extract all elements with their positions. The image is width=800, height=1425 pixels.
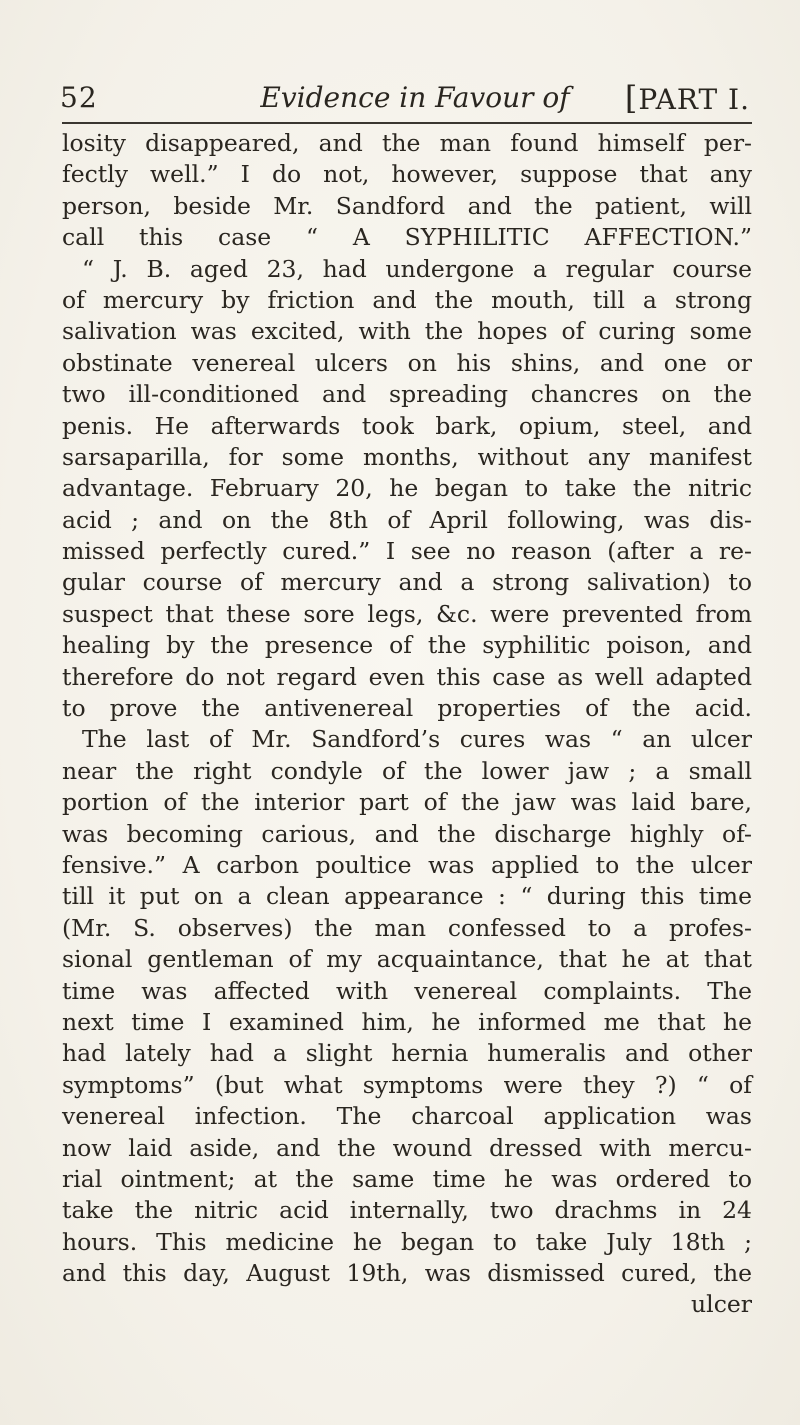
text-line: acid ; and on the 8th of April following, was dis- [62, 505, 752, 534]
running-title: Evidence in Favour of [260, 81, 570, 114]
text-line: had lately had a slight hernia humeralis and other [62, 1039, 752, 1068]
text-line: ulcer [691, 1290, 752, 1319]
text-line: advantage. February 20, he began to take the nitric [62, 474, 752, 503]
page-number: 52 [60, 81, 98, 114]
text-line: next time I examined him, he informed me that he [62, 1007, 752, 1036]
text-line: now laid aside, and the wound dressed with mercu- [62, 1133, 752, 1162]
text-line: suspect that these sore legs, &c. were prevented from [62, 599, 752, 628]
text-line: gular course of mercury and a strong salivation) to [62, 568, 752, 597]
header-rule [62, 122, 752, 124]
text-line: sional gentleman of my acquaintance, that he at that [62, 945, 752, 974]
text-line: till it put on a clean appearance : “ during this time [62, 882, 752, 911]
text-line: near the right condyle of the lower jaw ; a small [62, 756, 752, 785]
text-line: to prove the antivenereal properties of the acid. [62, 694, 752, 723]
page-header [60, 78, 750, 118]
text-line: and this day, August 19th, was dismissed cured, the [62, 1259, 752, 1288]
text-line: therefore do not regard even this case as well adapted [62, 662, 752, 691]
text-line: rial ointment; at the same time he was ordered to [62, 1164, 752, 1193]
text-line: sarsaparilla, for some months, without any manifest [62, 442, 752, 471]
text-line: was becoming carious, and the discharge highly of- [62, 819, 752, 848]
text-line: call this case “ A SYPHILITIC AFFECTION.” [62, 223, 752, 252]
text-line: of mercury by friction and the mouth, till a strong [62, 285, 752, 314]
text-line: healing by the presence of the syphilitic poison, and [62, 631, 752, 660]
text-line: two ill-conditioned and spreading chancres on the [62, 380, 752, 409]
part-bracket: [ [624, 79, 639, 117]
part-label [625, 78, 750, 120]
text-line: fensive.” A carbon poultice was applied to the ulcer [62, 850, 752, 879]
text-line: (Mr. S. observes) the man confessed to a profes- [62, 913, 752, 942]
text-line: venereal infection. The charcoal application was [62, 1102, 752, 1131]
text-line: obstinate venereal ulcers on his shins, and one or [62, 348, 752, 377]
text-line: penis. He afterwards took bark, opium, steel, and [62, 411, 752, 440]
text-line: hours. This medicine he began to take July 18th ; [62, 1227, 752, 1256]
text-line: take the nitric acid internally, two drachms in 24 [62, 1196, 752, 1225]
text-line: fectly well.” I do not, however, suppose that any [62, 160, 752, 189]
body-text [62, 128, 752, 1321]
text-line: symptoms” (but what symptoms were they ?) “ of [62, 1070, 752, 1099]
text-line: salivation was excited, with the hopes of curing some [62, 317, 752, 346]
text-line: losity disappeared, and the man found himself per- [62, 129, 752, 157]
text-line: person, beside Mr. Sandford and the patient, will [62, 191, 752, 220]
text-line: missed perfectly cured.” I see no reason (after a re- [62, 537, 752, 566]
part-label-text: PART I. [638, 83, 750, 116]
text-line: “ J. B. aged 23, had undergone a regular course [82, 254, 752, 283]
text-line: portion of the interior part of the jaw was laid bare, [62, 788, 752, 817]
text-line: The last of Mr. Sandford’s cures was “ an ulcer [82, 725, 752, 754]
text-line: time was affected with venereal complaints. The [62, 976, 752, 1005]
